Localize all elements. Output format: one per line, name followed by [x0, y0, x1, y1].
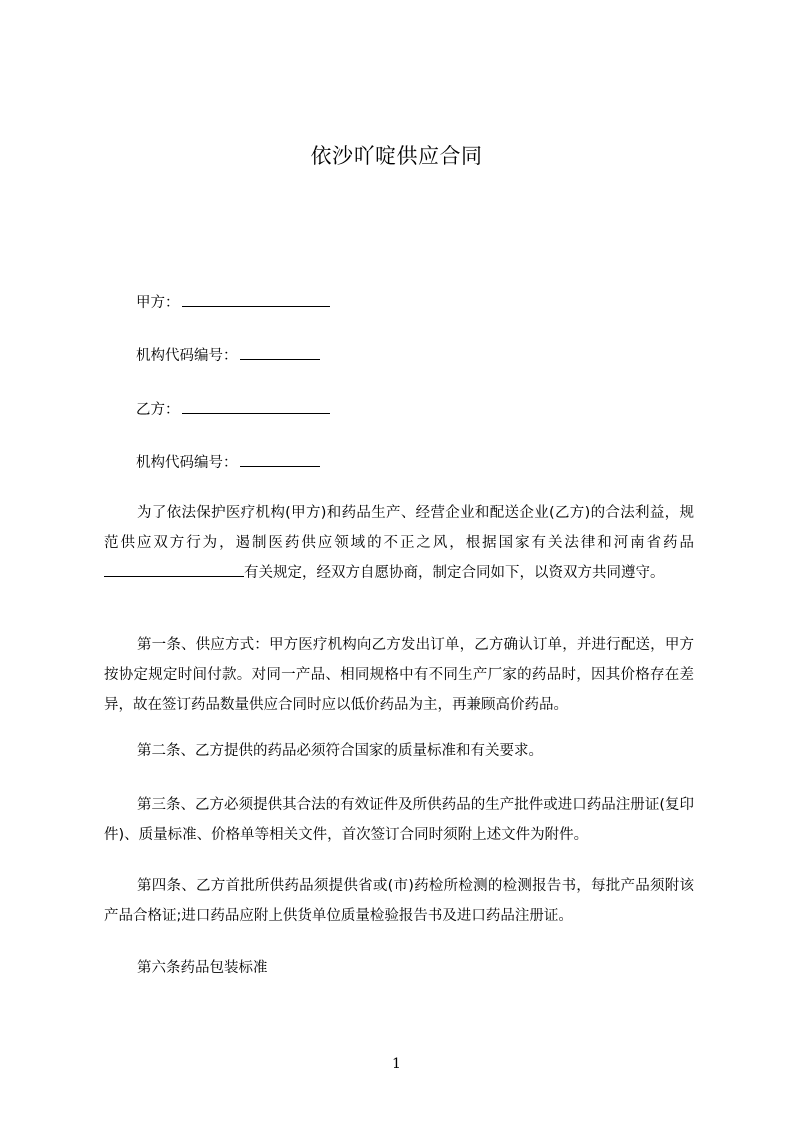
party-a-label: 甲方： [136, 295, 180, 311]
party-a-blank[interactable] [182, 305, 330, 307]
intro-blank[interactable] [104, 575, 244, 577]
page-number: 1 [392, 1056, 401, 1072]
article-2: 第二条、乙方提供的药品必须符合国家的质量标准和有关要求。 [137, 743, 543, 759]
article-6: 第六条药品包装标准 [137, 960, 268, 976]
intro-text-after: 有关规定，经双方自愿协商，制定合同如下，以资双方共同遵守。 [244, 565, 665, 581]
party-b-blank[interactable] [182, 412, 330, 414]
intro-text-before: 为了依法保护医疗机构(甲方)和药品生产、经营企业和配送企业(乙方)的合法利益，规范供应双方行为，遏制医药供应领域的不正之风，根据国家有关法律和河南省药品 [104, 505, 694, 551]
party-b-code-blank[interactable] [240, 465, 320, 467]
article-4: 第四条、乙方首批所供药品须提供省或(市)药检所检测的检测报告书，每批产品须附该产品合格证;进口药品应附上供货单位质量检验报告书及进口药品注册证。 [104, 878, 694, 924]
document-title: 依沙吖啶供应合同 [310, 144, 483, 168]
party-a-code-field [136, 344, 320, 365]
party-b-label: 乙方： [136, 402, 180, 418]
party-a-code-label: 机构代码编号： [136, 348, 238, 364]
party-a-code-blank[interactable] [240, 358, 320, 360]
party-a-field [136, 291, 330, 312]
party-b-code-label: 机构代码编号： [136, 455, 238, 471]
intro-paragraph [104, 498, 694, 588]
party-b-code-field [136, 451, 320, 472]
article-3: 第三条、乙方必须提供其合法的有效证件及所供药品的生产批件或进口药品注册证(复印件)、质量标准、价格单等相关文件，首次签订合同时须附上述文件为附件。 [104, 797, 694, 843]
party-b-field [136, 398, 330, 419]
article-1: 第一条、供应方式：甲方医疗机构向乙方发出订单，乙方确认订单，并进行配送，甲方按协定规定时间付款。对同一产品、相同规格中有不同生产厂家的药品时，因其价格存在差异，故在签订药品数量供应合同时应以低价药品为主，再兼顾高价药品。 [104, 637, 694, 713]
